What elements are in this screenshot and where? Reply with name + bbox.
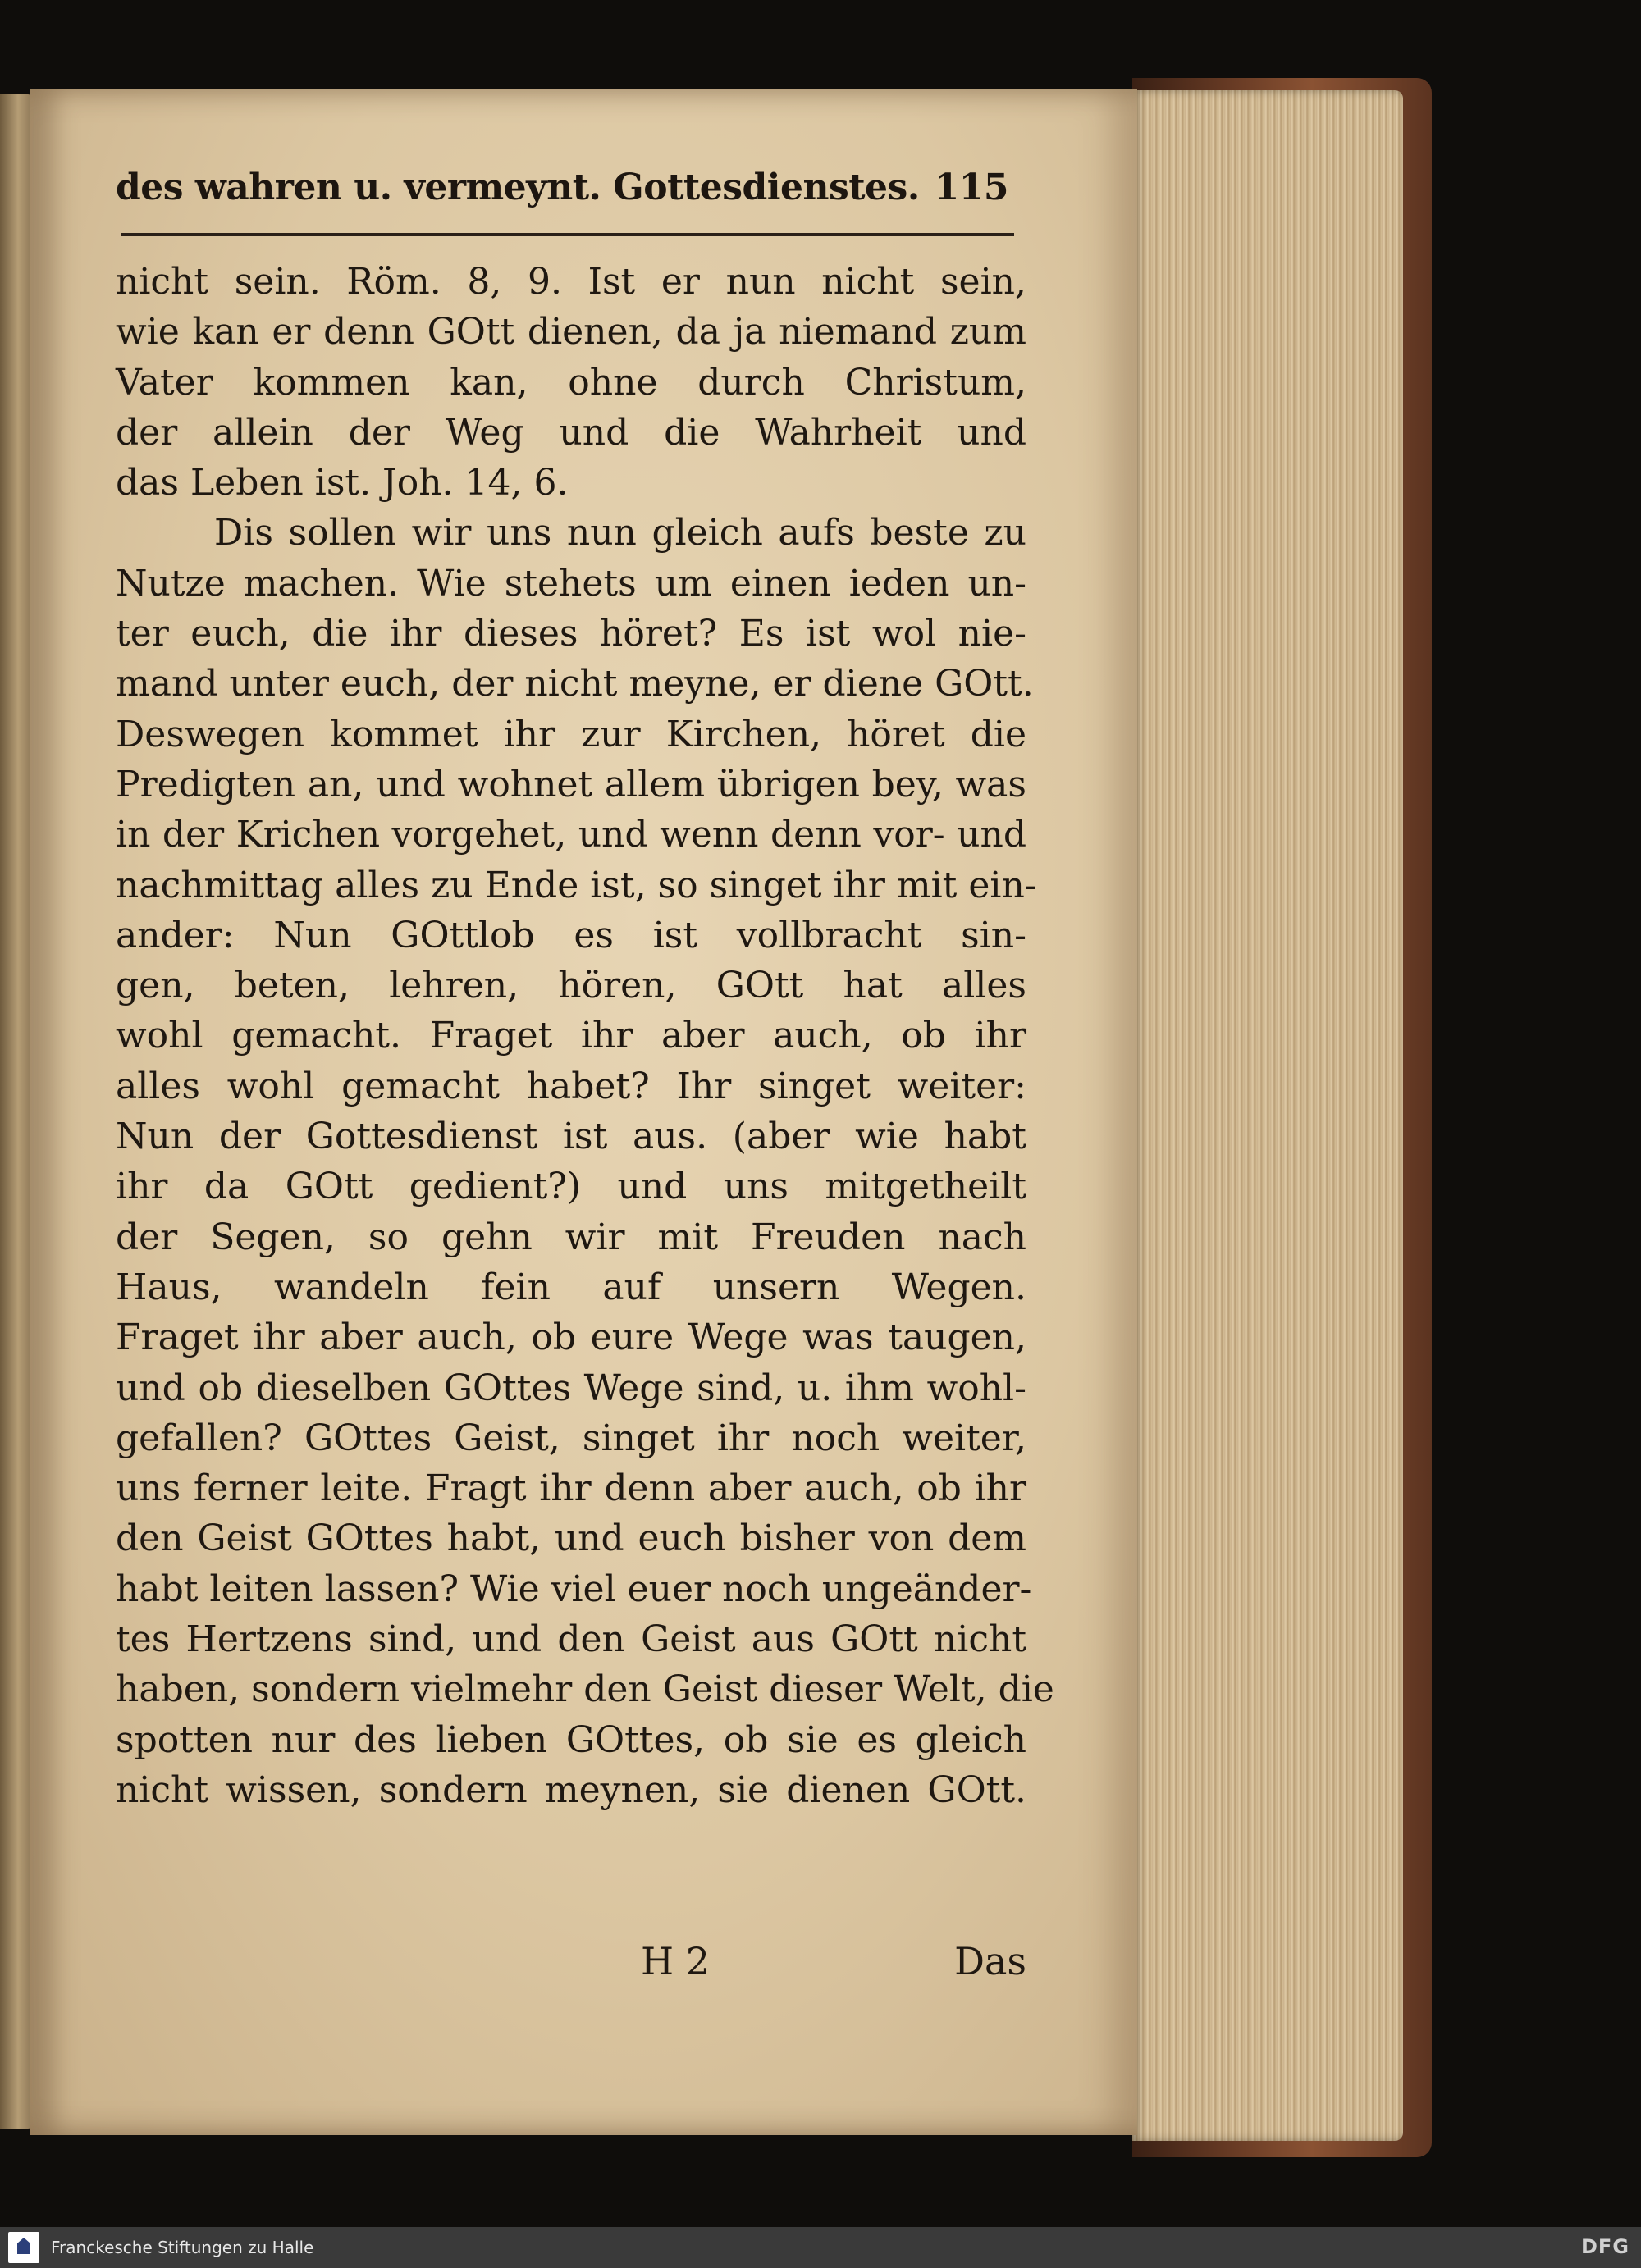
institution-logo-icon[interactable]	[8, 2232, 39, 2263]
text-line: das Leben ist. Joh. 14, 6.	[116, 462, 569, 504]
running-head-title: des wahren u. vermeynt. Gottesdienstes.	[116, 167, 920, 208]
text-line: Predigten an, und wohnet allem übrigen bey, was	[116, 763, 1026, 805]
text-line: Haus, wandeln fein auf unsern Wegen.	[116, 1266, 1026, 1308]
text-line: Vater kommen kan, ohne durch Christum,	[116, 361, 1026, 404]
body-text	[116, 257, 1054, 1815]
institution-name[interactable]: Franckesche Stiftungen zu Halle	[51, 2238, 314, 2257]
institution-footer	[0, 2227, 1641, 2268]
text-line: und ob dieselben GOttes Wege sind, u. ihm wohl-	[116, 1367, 1026, 1409]
text-line: ter euch, die ihr dieses höret? Es ist wol nie-	[116, 613, 1026, 655]
text-line: nicht wissen, sondern meynen, sie dienen GOtt.	[116, 1768, 1026, 1811]
text-line: den Geist GOttes habt, und euch bisher von dem	[116, 1517, 1026, 1560]
running-head	[116, 167, 1018, 208]
header-rule	[121, 233, 1014, 236]
text-line: Nun der Gottesdienst ist aus. (aber wie habt	[116, 1116, 1026, 1158]
text-line: mand unter euch, der nicht meyne, er diene GOtt.	[116, 663, 1034, 705]
text-line: nicht sein. Röm. 8, 9. Ist er nun nicht sein,	[116, 261, 1026, 303]
text-line: der Segen, so gehn wir mit Freuden nach	[116, 1216, 1026, 1258]
text-line: spotten nur des lieben GOttes, ob sie es gleich	[116, 1718, 1026, 1761]
text-line: gen, beten, lehren, hören, GOtt hat alles	[116, 965, 1026, 1007]
text-line: in der Krichen vorgehet, und wenn denn vor- und	[116, 814, 1026, 856]
catchword: Das	[954, 1939, 1026, 1983]
dfg-logo[interactable]: DFG	[1580, 2235, 1630, 2258]
previous-page-edge	[0, 94, 33, 2129]
text-line: wohl gemacht. Fraget ihr aber auch, ob ihr	[116, 1015, 1026, 1057]
page-edges	[1132, 90, 1403, 2141]
text-line: der allein der Weg und die Wahrheit und	[116, 411, 1026, 454]
text-line: Dis sollen wir uns nun gleich aufs beste zu	[214, 512, 1026, 554]
text-line: nachmittag alles zu Ende ist, so singet ihr mit ein-	[116, 864, 1037, 906]
text-line: ihr da GOtt gedient?) und uns mitgetheilt	[116, 1166, 1026, 1208]
text-line: ander: Nun GOttlob es ist vollbracht sin-	[116, 914, 1026, 956]
signature-mark: H 2	[641, 1939, 711, 1983]
text-line: wie kan er denn GOtt dienen, da ja niemand zum	[116, 311, 1026, 354]
text-line: habt leiten lassen? Wie viel euer noch ungeänder-	[116, 1568, 1032, 1610]
page-number: 115	[934, 167, 1008, 208]
text-line: gefallen? GOttes Geist, singet ihr noch weiter,	[116, 1417, 1026, 1459]
text-line: tes Hertzens sind, und den Geist aus GOtt nicht	[116, 1618, 1026, 1661]
text-line: Fraget ihr aber auch, ob eure Wege was taugen,	[116, 1317, 1026, 1359]
text-line: Deswegen kommet ihr zur Kirchen, höret die	[116, 713, 1026, 755]
text-line: Nutze machen. Wie stehets um einen ieden un-	[116, 562, 1026, 605]
text-line: uns ferner leite. Fragt ihr denn aber auch, ob ihr	[116, 1467, 1026, 1510]
book-page	[30, 89, 1137, 2135]
text-line: haben, sondern vielmehr den Geist dieser Welt, die	[116, 1668, 1054, 1711]
text-line: alles wohl gemacht habet? Ihr singet weiter:	[116, 1065, 1026, 1107]
